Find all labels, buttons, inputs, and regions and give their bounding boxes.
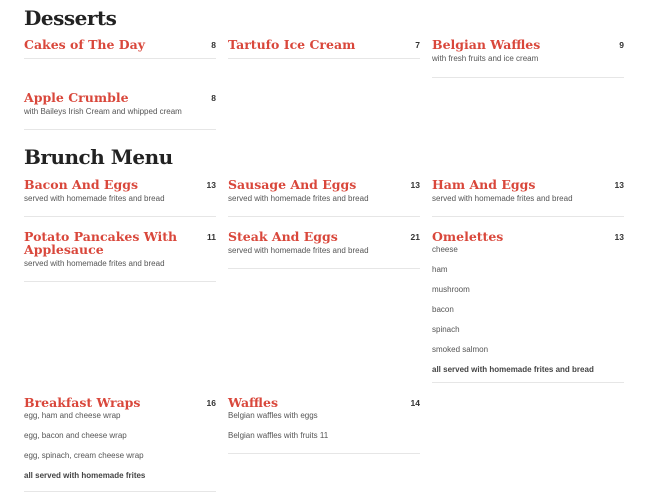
menu-item-potato-pancakes	[24, 230, 216, 282]
menu-item-bacon-and-eggs	[24, 178, 216, 217]
menu-item-steak-and-eggs	[228, 230, 420, 269]
item-note: all served with homemade frites	[24, 471, 146, 480]
menu-item-waffles	[228, 396, 420, 454]
menu-item-ham-and-eggs	[432, 178, 624, 217]
item-option: Belgian waffles with fruits 11	[228, 431, 329, 440]
item-price: 13	[410, 180, 420, 190]
item-name: Omelettes	[432, 229, 504, 244]
item-option: Belgian waffles with eggs	[228, 411, 318, 420]
item-price: 13	[614, 180, 624, 190]
brunch-menu-heading: Brunch Menu	[24, 145, 173, 169]
menu-item-omelettes	[432, 230, 624, 383]
item-name: Apple Crumble	[24, 90, 129, 105]
item-option: smoked salmon	[432, 345, 489, 354]
desserts-heading: Desserts	[24, 6, 117, 30]
item-price: 13	[206, 180, 216, 190]
item-description: served with homemade frites and bread	[24, 259, 165, 268]
item-description: served with homemade frites and bread	[432, 194, 573, 203]
item-price: 14	[410, 398, 420, 408]
item-description: served with homemade frites and bread	[228, 194, 369, 203]
item-description: served with homemade frites and bread	[228, 246, 369, 255]
item-name: Ham And Eggs	[432, 177, 536, 192]
menu-item-cakes-of-the-day	[24, 38, 216, 59]
item-option: bacon	[432, 305, 454, 314]
menu-item-breakfast-wraps	[24, 396, 216, 492]
item-price: 9	[619, 40, 624, 50]
item-name: Belgian Waffles	[432, 37, 541, 52]
item-price: 13	[614, 232, 624, 242]
item-name: Potato Pancakes With Applesauce	[24, 229, 178, 257]
item-name: Bacon And Eggs	[24, 177, 138, 192]
item-price: 7	[415, 40, 420, 50]
item-name: Breakfast Wraps	[24, 395, 141, 410]
item-price: 8	[211, 40, 216, 50]
item-option: egg, ham and cheese wrap	[24, 411, 121, 420]
item-option: spinach	[432, 325, 460, 334]
menu-item-belgian-waffles	[432, 38, 624, 78]
item-option: ham	[432, 265, 448, 274]
item-price: 11	[207, 232, 216, 242]
item-price: 21	[410, 232, 420, 242]
item-note: all served with homemade frites and bread	[432, 365, 594, 374]
item-option: mushroom	[432, 285, 470, 294]
menu-item-sausage-and-eggs	[228, 178, 420, 217]
item-price: 16	[206, 398, 216, 408]
menu-item-apple-crumble	[24, 91, 216, 130]
item-description: with Baileys Irish Cream and whipped cream	[24, 107, 182, 116]
item-name: Sausage And Eggs	[228, 177, 357, 192]
menu-item-tartufo-ice-cream	[228, 38, 420, 59]
item-option: cheese	[432, 245, 458, 254]
item-name: Waffles	[228, 395, 278, 410]
item-name: Tartufo Ice Cream	[228, 37, 356, 52]
item-option: egg, bacon and cheese wrap	[24, 431, 127, 440]
item-option: egg, spinach, cream cheese wrap	[24, 451, 144, 460]
item-description: served with homemade frites and bread	[24, 194, 165, 203]
item-description: with fresh fruits and ice cream	[432, 54, 539, 63]
item-name: Cakes of The Day	[24, 37, 146, 52]
item-name: Steak And Eggs	[228, 229, 338, 244]
item-price: 8	[211, 93, 216, 103]
